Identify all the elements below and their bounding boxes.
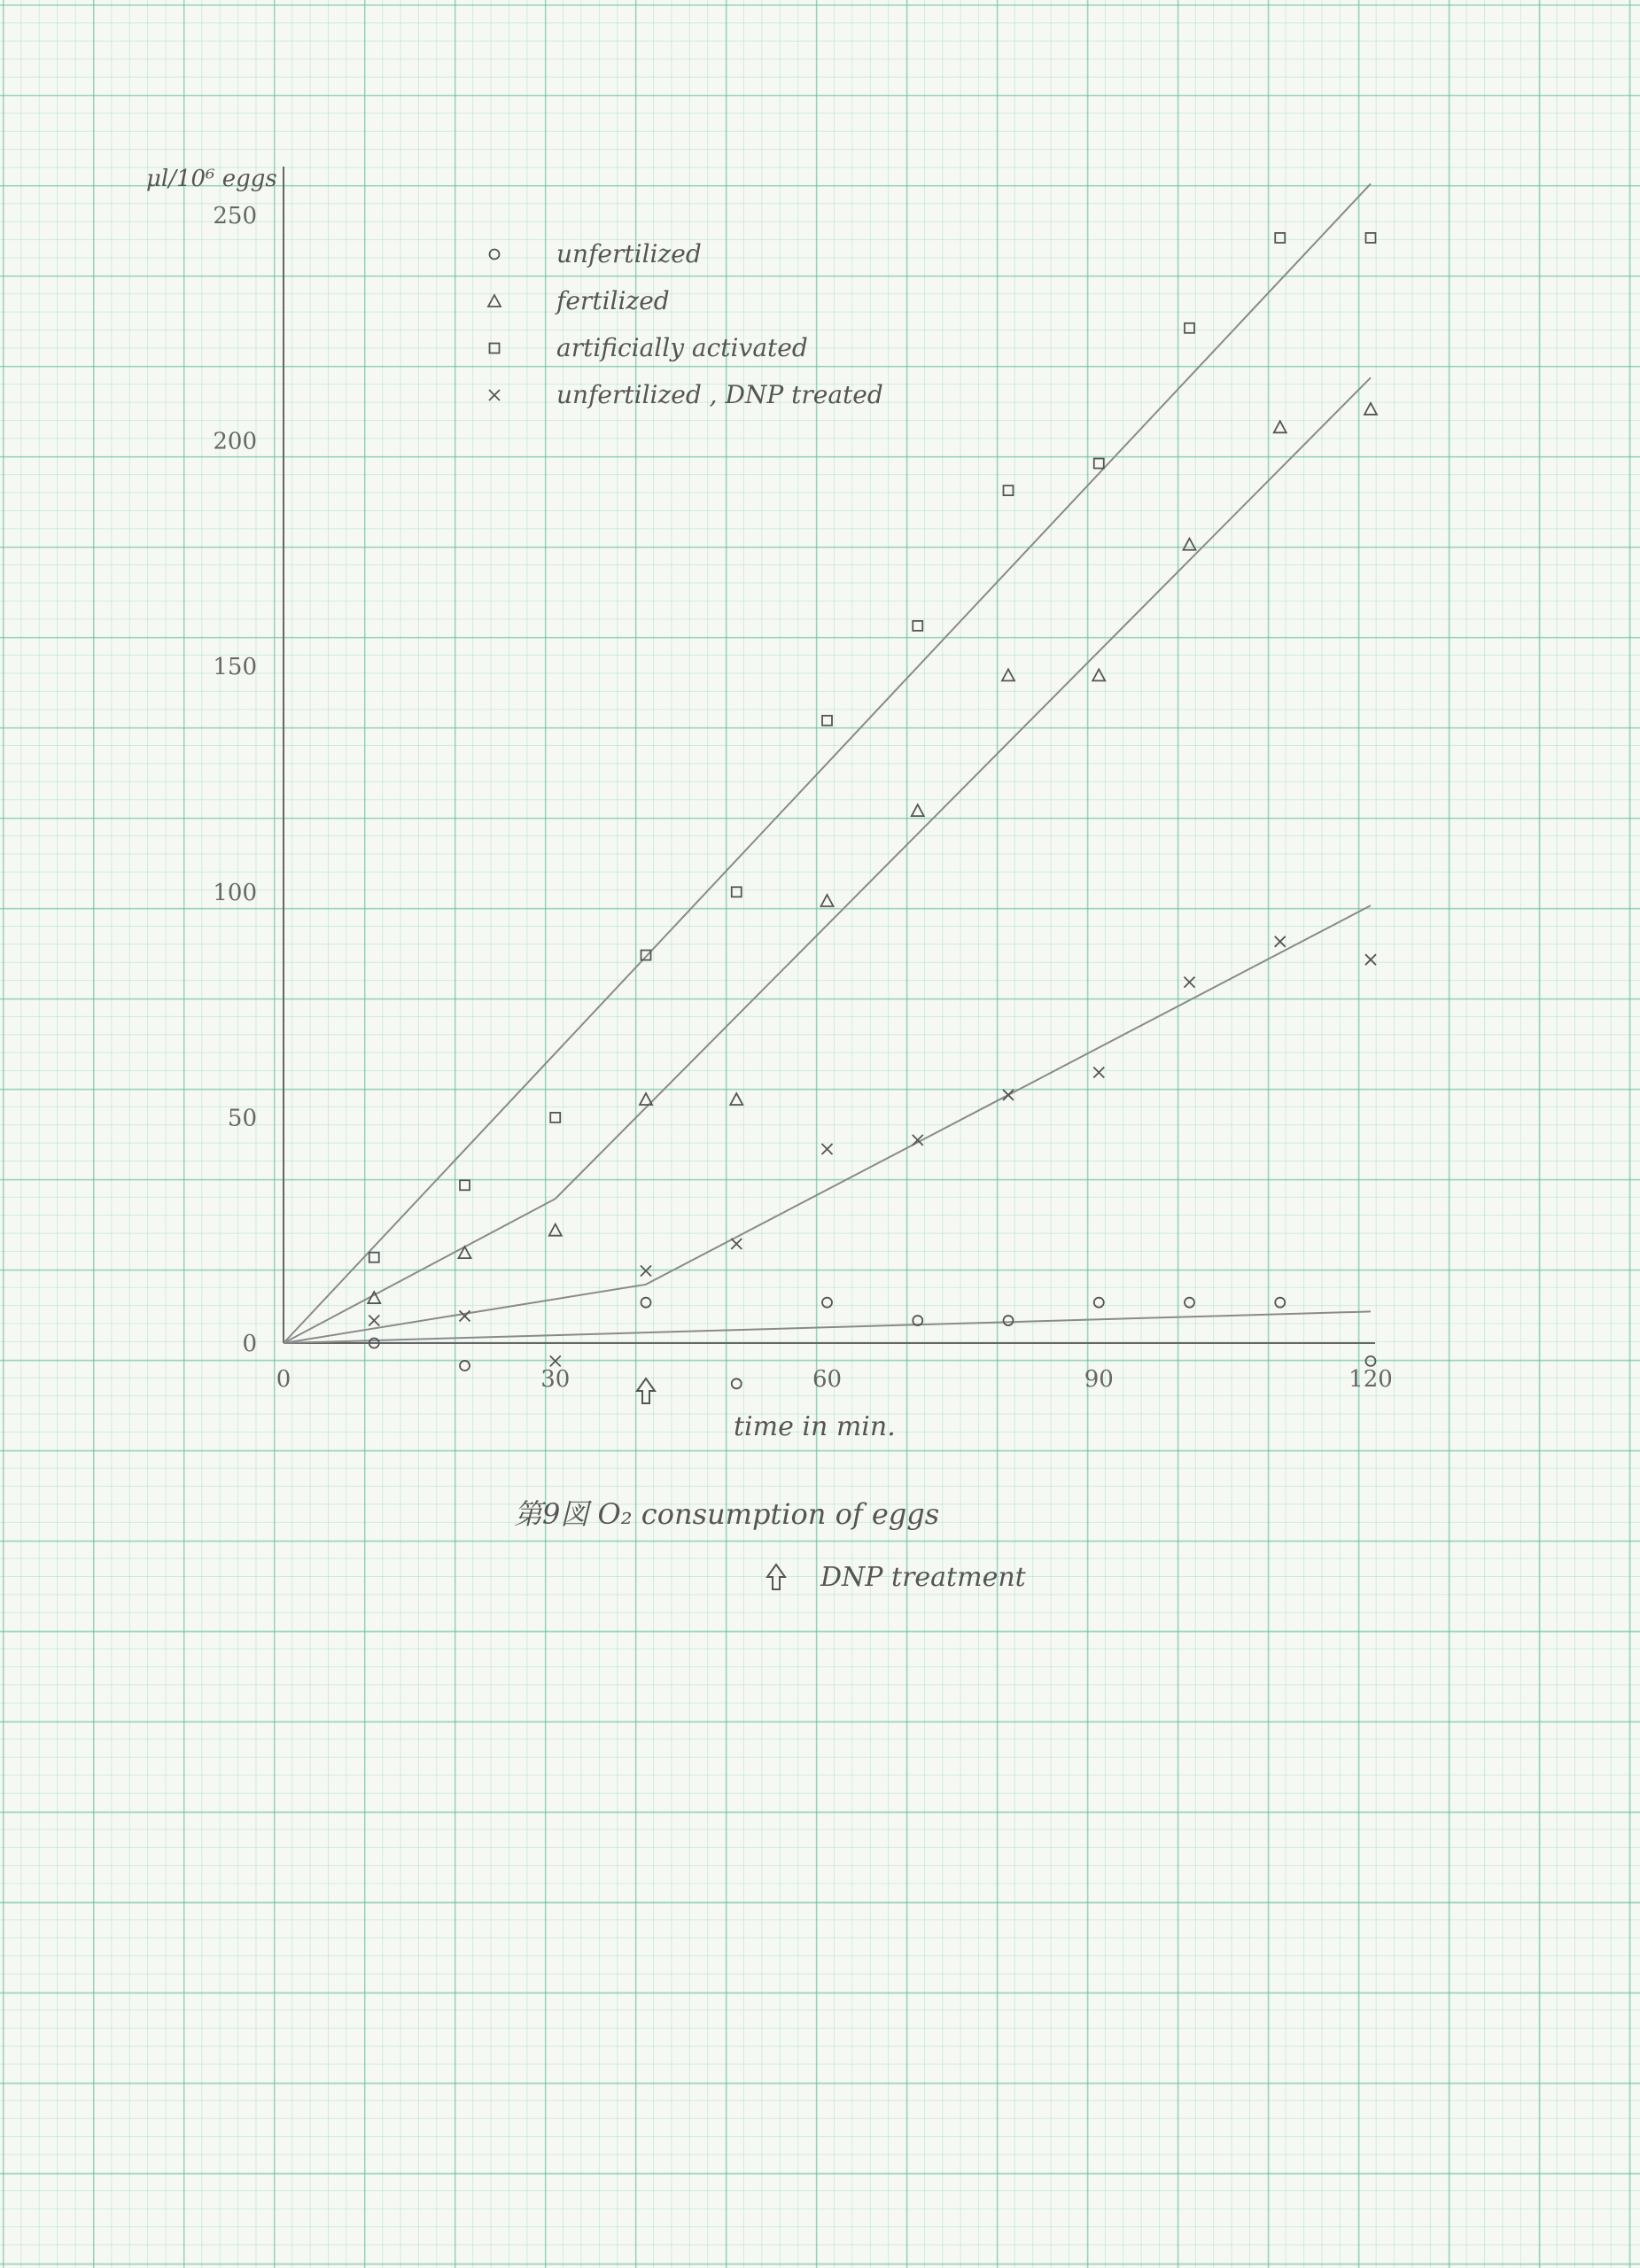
y-tick-label: 200 (213, 428, 257, 455)
data-point-circle (822, 1298, 832, 1308)
legend-marker-circle (490, 250, 500, 260)
data-point-circle (460, 1361, 470, 1371)
data-point-square (913, 621, 922, 631)
legend-marker-triangle (488, 295, 501, 307)
y-tick-label: 0 (242, 1331, 257, 1357)
data-point-square (550, 1113, 560, 1122)
legend-marker-cross (489, 390, 500, 400)
data-point-cross (1093, 1067, 1104, 1077)
data-point-cross (1365, 954, 1376, 965)
data-point-triangle (1364, 403, 1377, 415)
data-point-triangle (1274, 421, 1286, 432)
y-axis-label: μl/10⁶ eggs (146, 166, 277, 192)
legend-marker-square (490, 344, 500, 353)
fit-lines (284, 183, 1371, 1343)
x-tick-labels (276, 1366, 1393, 1393)
data-point-triangle (912, 804, 924, 816)
data-point-triangle (821, 895, 834, 906)
data-point-cross (822, 1144, 833, 1154)
x-tick-label: 90 (1084, 1366, 1114, 1393)
figure-caption: 第9図 O₂ consumption of eggs (514, 1497, 940, 1531)
legend (488, 239, 883, 409)
data-point-square (1004, 485, 1014, 495)
data-point-circle (641, 1298, 651, 1308)
data-point-square (1366, 233, 1376, 243)
data-point-square (822, 716, 832, 726)
x-tick-label: 60 (812, 1366, 843, 1393)
fit-line (284, 905, 1371, 1343)
fit-line (284, 377, 1371, 1343)
x-tick-label: 0 (276, 1366, 291, 1393)
data-point-triangle (1002, 669, 1014, 680)
legend-label: fertilized (556, 286, 670, 315)
data-point-cross (731, 1239, 742, 1249)
data-point-cross (1275, 936, 1286, 947)
y-tick-label: 100 (213, 879, 257, 906)
data-point-triangle (549, 1224, 562, 1236)
data-point-cross (641, 1266, 651, 1277)
data-point-circle (1185, 1298, 1194, 1308)
legend-label: artificially activated (556, 333, 808, 362)
data-point-square (1185, 323, 1194, 333)
note-text: DNP treatment (820, 1562, 1026, 1593)
fit-line (284, 183, 1371, 1343)
data-point-square (369, 1253, 379, 1262)
x-tick-label: 120 (1349, 1366, 1393, 1393)
y-tick-label: 50 (227, 1105, 257, 1132)
data-point-cross (460, 1310, 470, 1321)
data-point-triangle (1184, 539, 1196, 550)
note-arrow-icon (767, 1565, 785, 1589)
data-point-cross (1185, 977, 1195, 988)
data-point-cross (550, 1355, 561, 1366)
data-point-circle (1004, 1316, 1014, 1325)
data-point-triangle (1092, 669, 1105, 680)
data-point-square (732, 887, 742, 897)
data-point-circle (1366, 1356, 1376, 1366)
y-tick-label: 250 (213, 203, 257, 229)
legend-label: unfertilized , DNP treated (556, 380, 883, 409)
data-point-square (1094, 459, 1104, 469)
y-tick-label: 150 (213, 654, 257, 681)
dnp-arrow-icon (637, 1379, 655, 1403)
x-axis-label: time in min. (734, 1411, 896, 1442)
data-point-triangle (730, 1093, 742, 1105)
data-point-circle (1275, 1298, 1285, 1308)
data-point-circle (732, 1379, 742, 1388)
data-point-circle (1094, 1298, 1104, 1308)
y-tick-labels (213, 203, 257, 1357)
data-point-square (460, 1180, 470, 1190)
data-point-cross (369, 1316, 379, 1326)
x-tick-label: 30 (540, 1366, 571, 1393)
legend-label: unfertilized (556, 239, 702, 268)
data-point-square (1275, 233, 1285, 243)
data-point-cross (1003, 1090, 1014, 1100)
